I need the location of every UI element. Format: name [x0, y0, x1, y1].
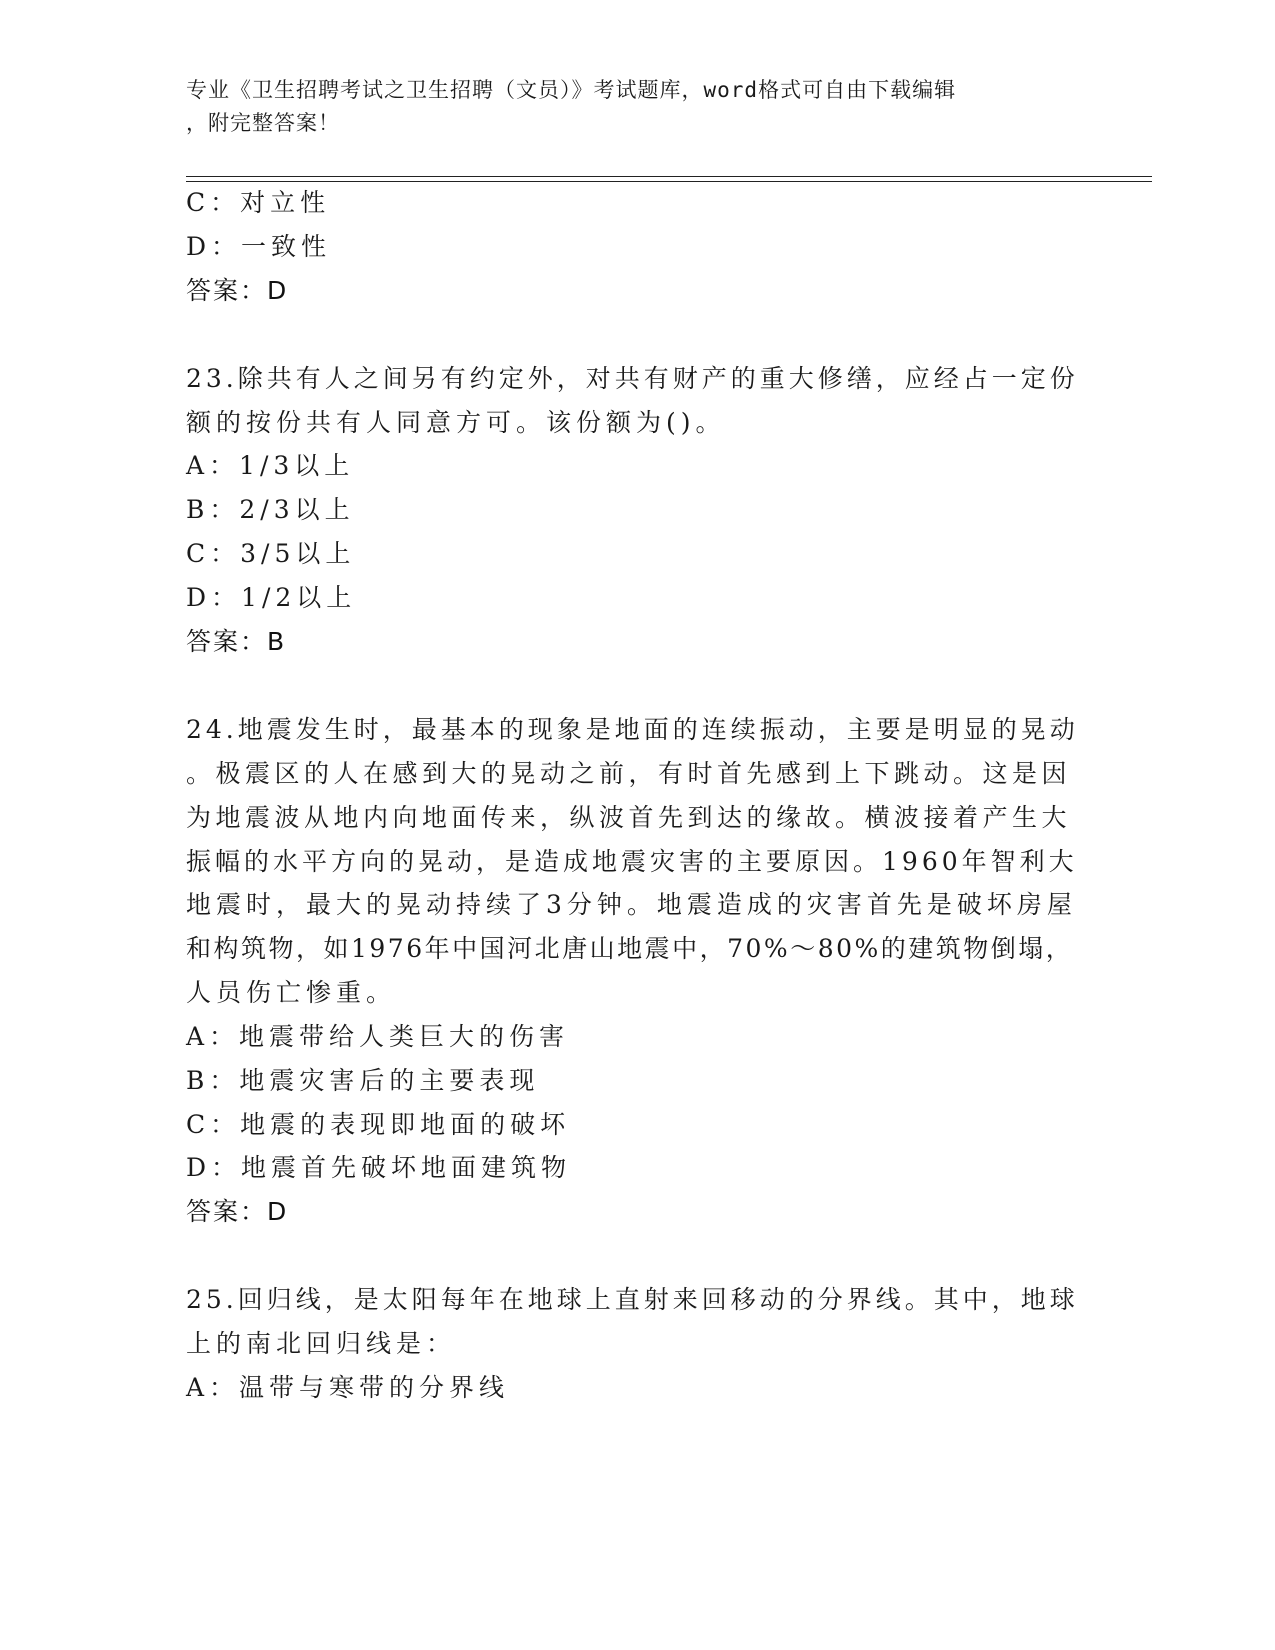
- header-title-line-1: 专业《卫生招聘考试之卫生招聘（文员）》考试题库，word格式可自由下载编辑: [186, 78, 957, 102]
- q23-stem-line-1: 23.除共有人之间另有约定外，对共有财产的重大修缮，应经占一定份: [186, 364, 1079, 393]
- q23-option-b: B：2/3以上: [186, 495, 355, 524]
- q24-stem-line-4: 振幅的水平方向的晃动，是造成地震灾害的主要原因。1960年智利大: [186, 847, 1078, 876]
- q22-option-d: D：一致性: [186, 232, 332, 261]
- q23-option-a: A：1/3以上: [186, 451, 355, 480]
- q23-answer: 答案：B: [186, 627, 287, 656]
- q24-option-b: B：地震灾害后的主要表现: [186, 1066, 540, 1095]
- q24-stem-line-2: 。极震区的人在感到大的晃动之前，有时首先感到上下跳动。这是因: [186, 759, 1072, 788]
- q24-stem-line-6: 和构筑物，如1976年中国河北唐山地震中，70%～80%的建筑物倒塌，: [186, 934, 1074, 963]
- q22-option-c: C：对立性: [186, 188, 331, 217]
- q24-option-a: A：地震带给人类巨大的伤害: [186, 1022, 570, 1051]
- q25-stem-line-1: 25.回归线，是太阳每年在地球上直射来回移动的分界线。其中，地球: [186, 1285, 1079, 1314]
- q22-answer: 答案：D: [186, 276, 289, 305]
- q23-option-c: C：3/5以上: [186, 539, 356, 568]
- header-divider-top: [186, 176, 1152, 177]
- q24-stem-line-5: 地震时，最大的晃动持续了3分钟。地震造成的灾害首先是破坏房屋: [186, 890, 1077, 919]
- q23-stem-line-2: 额的按份共有人同意方可。该份额为()。: [186, 408, 726, 437]
- q25-stem-line-2: 上的南北回归线是：: [186, 1329, 457, 1358]
- q24-stem-line-3: 为地震波从地内向地面传来，纵波首先到达的缘故。横波接着产生大: [186, 803, 1072, 832]
- header-divider-bottom: [186, 181, 1152, 182]
- q24-stem-line-7: 人员伤亡惨重。: [186, 978, 397, 1007]
- q25-option-a: A：温带与寒带的分界线: [186, 1373, 510, 1402]
- header-title-line-2: ，附完整答案！: [186, 111, 340, 135]
- document-header: [186, 74, 1086, 140]
- q24-answer: 答案：D: [186, 1197, 289, 1226]
- q24-option-d: D：地震首先破坏地面建筑物: [186, 1153, 572, 1182]
- q24-option-c: C：地震的表现即地面的破坏: [186, 1110, 571, 1139]
- q24-stem-line-1: 24.地震发生时，最基本的现象是地面的连续振动，主要是明显的晃动: [186, 715, 1079, 744]
- q23-option-d: D：1/2以上: [186, 583, 357, 612]
